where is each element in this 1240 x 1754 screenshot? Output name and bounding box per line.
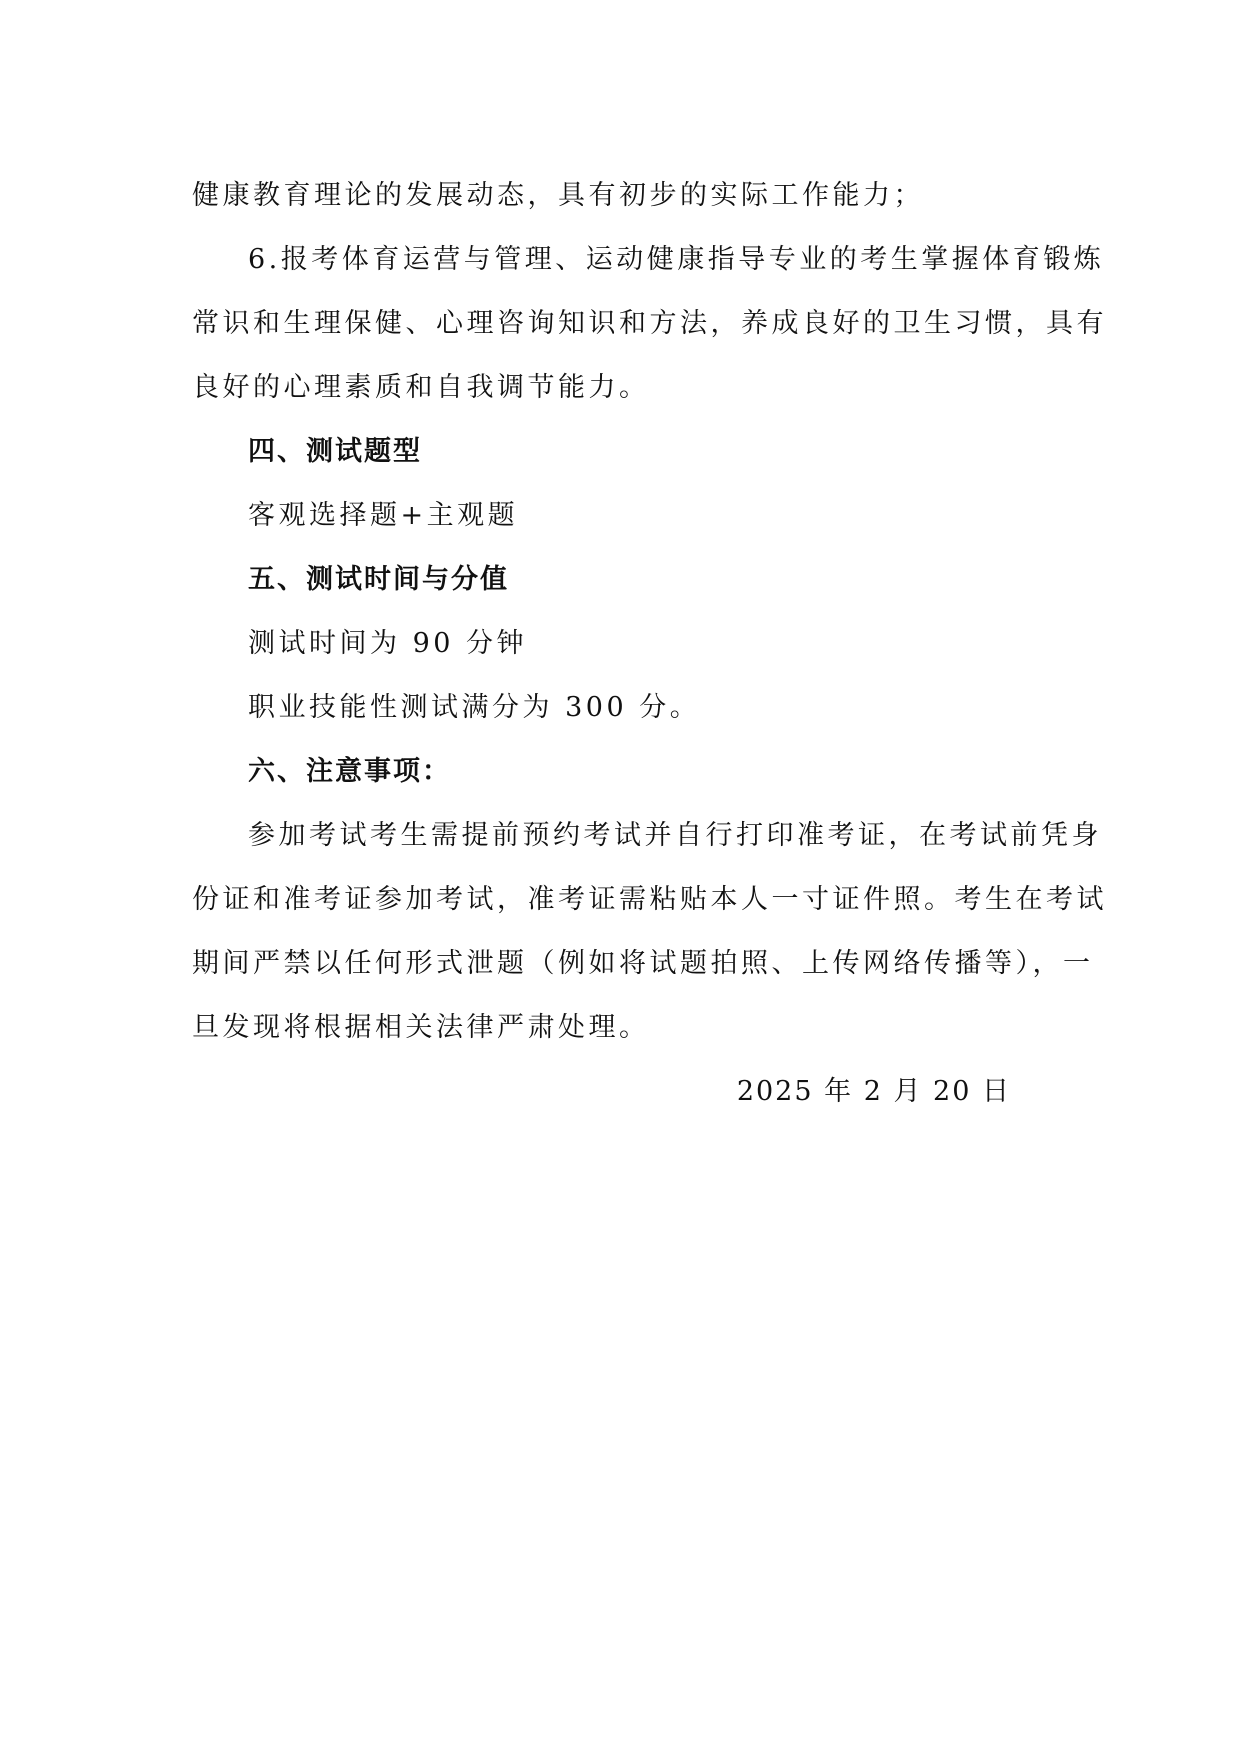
section-body-test-type: 客观选择题+主观题 [248, 500, 519, 531]
paragraph-line: 常识和生理保健、心理咨询知识和方法，养成良好的卫生习惯，具有 [192, 308, 1107, 339]
paragraph-line: 期间严禁以任何形式泄题（例如将试题拍照、上传网络传播等），一 [192, 948, 1094, 979]
document-date: 2025 年 2 月 20 日 [736, 1076, 1011, 1107]
section-body-time: 测试时间为 90 分钟 [248, 628, 528, 659]
section-body-score: 职业技能性测试满分为 300 分。 [248, 692, 701, 723]
paragraph-line: 6.报考体育运营与管理、运动健康指导专业的考生掌握体育锻炼 [248, 244, 1105, 275]
paragraph-line: 健康教育理论的发展动态，具有初步的实际工作能力； [192, 180, 924, 211]
paragraph-line: 份证和准考证参加考试，准考证需粘贴本人一寸证件照。考生在考试 [192, 884, 1107, 915]
document-body [192, 164, 1107, 1124]
paragraph-line: 旦发现将根据相关法律严肃处理。 [192, 1012, 650, 1043]
section-heading-notes: 六、注意事项： [248, 756, 451, 787]
paragraph-line: 参加考试考生需提前预约考试并自行打印准考证，在考试前凭身 [248, 820, 1102, 851]
section-heading-time-score: 五、测试时间与分值 [248, 564, 509, 595]
paragraph-line: 良好的心理素质和自我调节能力。 [192, 372, 650, 403]
section-heading-test-type: 四、测试题型 [248, 436, 422, 467]
